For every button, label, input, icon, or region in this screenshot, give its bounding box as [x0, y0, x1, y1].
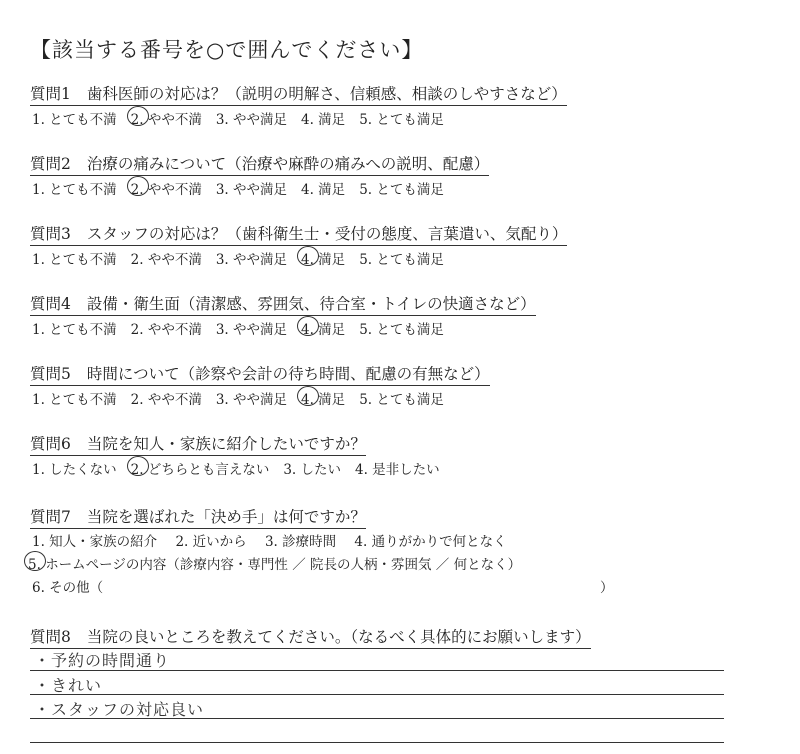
question-4-option-3[interactable] [216, 318, 287, 338]
option-number [32, 318, 117, 338]
option-label: 3. やや満足 [215, 322, 288, 338]
question-4-label: 質問4 [30, 295, 71, 313]
question-6-option-2[interactable] [131, 458, 270, 478]
question-2-option-3[interactable] [216, 178, 287, 198]
question-6-option-4[interactable] [355, 458, 440, 478]
option-label: 3. やや満足 [215, 392, 288, 408]
option-label: 5. とても満足 [359, 322, 444, 338]
question-5-option-1[interactable] [32, 388, 117, 408]
question-2-option-1[interactable] [32, 178, 117, 198]
question-1-text: 歯科医師の対応は？（説明の明解さ、信頼感、相談のしやすさなど） [86, 85, 567, 103]
question-2-options [32, 178, 458, 198]
question-7-option-6-close: ） [600, 580, 614, 596]
option-label: 4. 満足 [301, 112, 346, 128]
option-label: 3. やや満足 [215, 182, 288, 198]
option-number [359, 318, 444, 338]
option-number [131, 108, 202, 128]
option-number [301, 388, 345, 408]
option-number [216, 388, 287, 408]
option-number [355, 458, 440, 478]
option-label: 3. したい [283, 462, 342, 478]
option-label: 5. とても満足 [359, 252, 444, 268]
question-7-option-2[interactable]: 2. 近いから [175, 534, 247, 550]
question-4-heading [30, 292, 536, 316]
question-3-label: 質問3 [30, 225, 71, 243]
option-label: 3. やや満足 [215, 252, 288, 268]
option-number [32, 178, 117, 198]
question-4-option-1[interactable] [32, 318, 117, 338]
answer-line [30, 742, 724, 743]
option-number [359, 178, 444, 198]
option-label: 4. 満足 [301, 392, 346, 408]
question-5-option-5[interactable] [359, 388, 444, 408]
question-4-options [32, 318, 458, 338]
question-7-option-1[interactable]: 1. 知人・家族の紹介 [32, 534, 158, 550]
option-label: 2. どちらとも言えない [130, 462, 270, 478]
option-label: 1. とても不満 [32, 392, 117, 408]
question-7-option-5-number: 5. [28, 557, 41, 573]
answer-line [30, 694, 724, 695]
question-1-option-3[interactable] [216, 108, 287, 128]
option-number [301, 178, 345, 198]
question-4-option-4[interactable] [301, 318, 345, 338]
option-label: 1. とても不満 [32, 182, 117, 198]
option-label: 2. やや不満 [130, 322, 202, 338]
question-7-option-6-label: 6. その他（ [32, 580, 104, 596]
question-2-text: 治療の痛みについて（治療や麻酔の痛みへの説明、配慮） [86, 155, 490, 173]
question-8-text: 当院の良いところを教えてください。（なるべく具体的にお願いします） [86, 628, 591, 646]
handwritten-answer-1: ・予約の時間通り [34, 651, 171, 670]
option-number [131, 248, 202, 268]
question-1-heading [30, 82, 567, 106]
option-number [131, 318, 202, 338]
option-label: 1. とても不満 [32, 112, 117, 128]
option-label: 2. やや不満 [130, 252, 202, 268]
question-1-option-5[interactable] [359, 108, 444, 128]
option-number [216, 178, 287, 198]
option-number [301, 318, 345, 338]
question-2-option-2[interactable] [131, 178, 202, 198]
option-label: 2. やや不満 [130, 392, 202, 408]
question-7-option-3[interactable]: 3. 診療時間 [264, 534, 337, 550]
option-label: 1. とても不満 [32, 322, 117, 338]
option-number [131, 178, 202, 198]
option-number [359, 388, 444, 408]
question-4-text: 設備・衛生面（清潔感、雰囲気、待合室・トイレの快適さなど） [86, 295, 536, 313]
question-3-option-2[interactable] [131, 248, 202, 268]
question-5-option-2[interactable] [131, 388, 202, 408]
handwritten-answer-3: ・スタッフの対応良い [34, 700, 205, 719]
question-5-heading [30, 362, 490, 386]
question-2-option-4[interactable] [301, 178, 345, 198]
option-label: 2. やや不満 [130, 182, 202, 198]
option-label: 1. とても不満 [32, 252, 117, 268]
question-8-label: 質問8 [30, 628, 71, 646]
question-7-text: 当院を選ばれた「決め手」は何ですか？ [86, 508, 366, 526]
option-number [216, 108, 287, 128]
option-number [301, 108, 345, 128]
question-3-option-3[interactable] [216, 248, 287, 268]
question-6-options [32, 458, 454, 478]
question-1-option-2[interactable] [131, 108, 202, 128]
question-2-heading [30, 152, 489, 176]
option-label: 4. 是非したい [355, 462, 440, 478]
question-7-option-6[interactable] [32, 576, 614, 596]
question-4-option-5[interactable] [359, 318, 444, 338]
option-number [32, 248, 117, 268]
question-6-option-3[interactable] [283, 458, 341, 478]
option-label: 2. やや不満 [130, 112, 202, 128]
question-1-label: 質問1 [30, 85, 71, 103]
page-title: 【該当する番号を○で囲んでください】 [30, 38, 424, 62]
question-6-option-1[interactable] [32, 458, 117, 478]
option-label: 5. とても満足 [359, 182, 444, 198]
question-3-option-1[interactable] [32, 248, 117, 268]
option-label: 4. 満足 [301, 252, 346, 268]
question-3-option-5[interactable] [359, 248, 444, 268]
option-number [301, 248, 345, 268]
selection-circle [127, 106, 149, 126]
option-label: 4. 満足 [301, 182, 346, 198]
question-1-option-1[interactable] [32, 108, 117, 128]
question-3-option-4[interactable] [301, 248, 345, 268]
question-7-label: 質問7 [30, 508, 71, 526]
question-8-heading [30, 625, 591, 649]
question-7-options-row1 [32, 530, 521, 550]
question-7-option-5-text: ホームページの内容（診療内容・専門性 ／ 院長の人柄・雰囲気 ／ 何となく） [45, 557, 522, 573]
question-3-heading [30, 222, 567, 246]
option-number [131, 458, 270, 478]
option-label: 4. 満足 [301, 322, 346, 338]
option-number [32, 388, 117, 408]
option-label: 5. とても満足 [359, 112, 444, 128]
option-number [32, 458, 117, 478]
question-2-label: 質問2 [30, 155, 71, 173]
question-5-option-3[interactable] [216, 388, 287, 408]
handwritten-answer-2: ・きれい [34, 676, 103, 695]
question-7-heading [30, 505, 366, 529]
option-label: 3. やや満足 [215, 112, 288, 128]
option-number [216, 248, 287, 268]
option-number [131, 388, 202, 408]
question-5-text: 時間について（診察や会計の待ち時間、配慮の有無など） [86, 365, 490, 383]
option-label: 5. とても満足 [359, 392, 444, 408]
option-number [32, 108, 117, 128]
selection-circle [297, 386, 319, 406]
option-number [359, 108, 444, 128]
question-1-option-4[interactable] [301, 108, 345, 128]
selection-circle [297, 316, 319, 336]
selection-circle [24, 551, 46, 571]
question-5-label: 質問5 [30, 365, 71, 383]
question-3-options [32, 248, 458, 268]
question-5-option-4[interactable] [301, 388, 345, 408]
selection-circle [297, 246, 319, 266]
question-7-option-5[interactable] [28, 553, 521, 573]
question-4-option-2[interactable] [131, 318, 202, 338]
question-1-options [32, 108, 458, 128]
question-5-options [32, 388, 458, 408]
question-7-option-4[interactable]: 4. 通りがかりで何となく [354, 534, 507, 550]
question-3-text: スタッフの対応は？（歯科衛生士・受付の態度、言葉遣い、気配り） [86, 225, 568, 243]
option-number [359, 248, 444, 268]
question-2-option-5[interactable] [359, 178, 444, 198]
selection-circle [127, 456, 149, 476]
question-6-label: 質問6 [30, 435, 71, 453]
question-6-text: 当院を知人・家族に紹介したいですか？ [86, 435, 366, 453]
option-number [216, 318, 287, 338]
option-number [283, 458, 341, 478]
option-label: 1. したくない [32, 462, 117, 478]
selection-circle [127, 176, 149, 196]
question-6-heading [30, 432, 366, 456]
